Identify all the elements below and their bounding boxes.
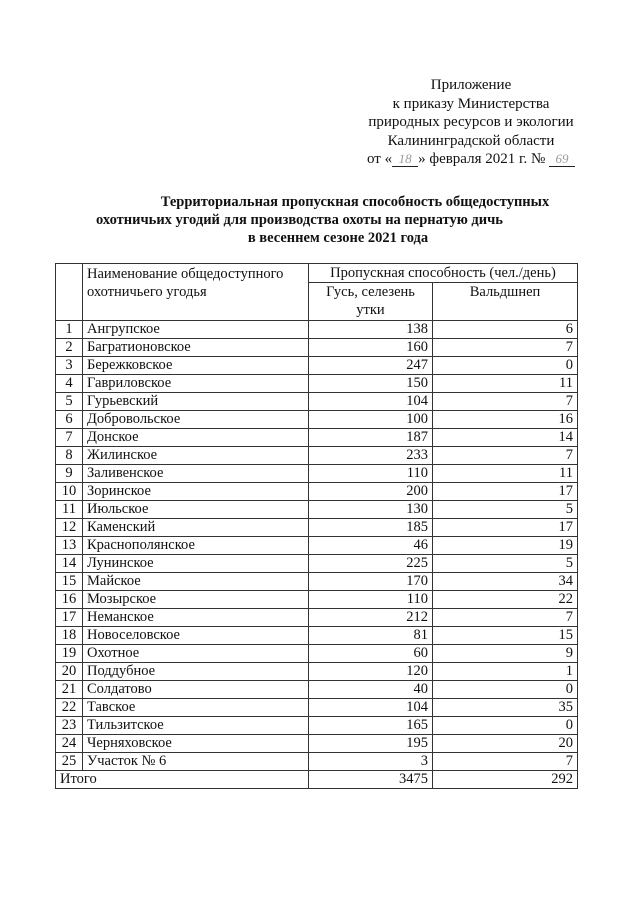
handwritten-day: 18 <box>392 152 418 167</box>
row-number: 4 <box>56 375 83 393</box>
title-line-1: Территориальная пропускная способность общедоступных <box>160 194 550 210</box>
row-goose: 170 <box>309 573 433 591</box>
appendix-region: Калининградской области <box>387 132 555 149</box>
total-label: Итого <box>56 771 309 789</box>
total-row <box>56 771 578 789</box>
row-name: Поддубное <box>83 663 309 681</box>
row-goose: 104 <box>309 699 433 717</box>
row-goose: 225 <box>309 555 433 573</box>
row-name: Новоселовское <box>83 627 309 645</box>
appendix-header <box>340 76 602 169</box>
row-goose: 212 <box>309 609 433 627</box>
row-name: Черняховское <box>83 735 309 753</box>
row-goose: 110 <box>309 591 433 609</box>
row-name: Зоринское <box>83 483 309 501</box>
table-row <box>56 429 578 447</box>
header-woodcock: Вальдшнеп <box>433 283 578 321</box>
row-name: Лунинское <box>83 555 309 573</box>
row-name: Донское <box>83 429 309 447</box>
table-row <box>56 411 578 429</box>
appendix-order-ref: к приказу Министерства <box>392 95 550 112</box>
handwritten-number: 69 <box>549 152 575 167</box>
row-woodcock: 6 <box>433 321 578 339</box>
row-number: 13 <box>56 537 83 555</box>
row-name: Багратионовское <box>83 339 309 357</box>
row-number: 1 <box>56 321 83 339</box>
header-goose-line1: Гусь, селезень <box>326 284 415 300</box>
date-prefix: от « <box>366 151 393 167</box>
header-capacity: Пропускная способность (чел./день) <box>309 264 578 283</box>
appendix-ministry: природных ресурсов и экологии <box>368 114 574 130</box>
row-name: Неманское <box>83 609 309 627</box>
row-number: 25 <box>56 753 83 771</box>
row-number: 9 <box>56 465 83 483</box>
row-number: 22 <box>56 699 83 717</box>
row-name: Каменский <box>83 519 309 537</box>
table-row <box>56 537 578 555</box>
row-goose: 138 <box>309 321 433 339</box>
row-woodcock: 7 <box>433 753 578 771</box>
row-number: 20 <box>56 663 83 681</box>
row-number: 23 <box>56 717 83 735</box>
table-row <box>56 645 578 663</box>
row-goose: 195 <box>309 735 433 753</box>
table-row <box>56 573 578 591</box>
row-number: 24 <box>56 735 83 753</box>
row-woodcock: 20 <box>433 735 578 753</box>
row-goose: 40 <box>309 681 433 699</box>
row-name: Тильзитское <box>83 717 309 735</box>
row-name: Бережковское <box>83 357 309 375</box>
header-name-line2: охотничьего угодья <box>87 284 207 300</box>
row-number: 14 <box>56 555 83 573</box>
row-number: 5 <box>56 393 83 411</box>
row-name: Краснополянское <box>83 537 309 555</box>
row-woodcock: 0 <box>433 357 578 375</box>
row-number: 12 <box>56 519 83 537</box>
row-woodcock: 5 <box>433 555 578 573</box>
table-row <box>56 519 578 537</box>
row-name: Добровольское <box>83 411 309 429</box>
total-woodcock: 292 <box>433 771 578 789</box>
table-row <box>56 555 578 573</box>
row-woodcock: 5 <box>433 501 578 519</box>
table-row <box>56 447 578 465</box>
row-number: 18 <box>56 627 83 645</box>
row-woodcock: 1 <box>433 663 578 681</box>
row-woodcock: 15 <box>433 627 578 645</box>
row-woodcock: 0 <box>433 717 578 735</box>
row-name: Майское <box>83 573 309 591</box>
row-name: Тавское <box>83 699 309 717</box>
table-row <box>56 663 578 681</box>
row-woodcock: 7 <box>433 339 578 357</box>
table-row <box>56 483 578 501</box>
header-row-1 <box>56 264 578 283</box>
row-woodcock: 14 <box>433 429 578 447</box>
row-name: Заливенское <box>83 465 309 483</box>
row-woodcock: 19 <box>433 537 578 555</box>
row-goose: 110 <box>309 465 433 483</box>
row-woodcock: 22 <box>433 591 578 609</box>
table-row <box>56 339 578 357</box>
row-goose: 200 <box>309 483 433 501</box>
table-row <box>56 393 578 411</box>
row-woodcock: 17 <box>433 519 578 537</box>
table-row <box>56 681 578 699</box>
row-goose: 120 <box>309 663 433 681</box>
row-number: 17 <box>56 609 83 627</box>
row-name: Гавриловское <box>83 375 309 393</box>
row-number: 2 <box>56 339 83 357</box>
table-row <box>56 375 578 393</box>
row-name: Июльское <box>83 501 309 519</box>
row-number: 11 <box>56 501 83 519</box>
row-goose: 185 <box>309 519 433 537</box>
table-row <box>56 717 578 735</box>
row-number: 19 <box>56 645 83 663</box>
row-goose: 3 <box>309 753 433 771</box>
table-row <box>56 699 578 717</box>
header-goose-line2: утки <box>356 302 385 318</box>
table-body <box>56 321 578 789</box>
row-woodcock: 17 <box>433 483 578 501</box>
row-goose: 81 <box>309 627 433 645</box>
row-name: Ангрупское <box>83 321 309 339</box>
table-row <box>56 357 578 375</box>
row-goose: 160 <box>309 339 433 357</box>
row-woodcock: 35 <box>433 699 578 717</box>
row-goose: 165 <box>309 717 433 735</box>
document-title <box>96 193 570 247</box>
title-line-2: охотничьих угодий для производства охоты на пернатую дичь <box>96 212 503 228</box>
row-goose: 60 <box>309 645 433 663</box>
table-row <box>56 753 578 771</box>
table-row <box>56 591 578 609</box>
table-row <box>56 627 578 645</box>
row-name: Гурьевский <box>83 393 309 411</box>
row-number: 6 <box>56 411 83 429</box>
row-goose: 46 <box>309 537 433 555</box>
row-name: Охотное <box>83 645 309 663</box>
row-number: 15 <box>56 573 83 591</box>
row-woodcock: 9 <box>433 645 578 663</box>
row-goose: 100 <box>309 411 433 429</box>
row-number: 8 <box>56 447 83 465</box>
appendix-date-line <box>340 150 602 169</box>
row-goose: 187 <box>309 429 433 447</box>
row-name: Участок № 6 <box>83 753 309 771</box>
header-name <box>83 264 309 321</box>
appendix-label: Приложение <box>430 77 512 93</box>
row-goose: 247 <box>309 357 433 375</box>
row-number: 7 <box>56 429 83 447</box>
row-number: 10 <box>56 483 83 501</box>
row-goose: 130 <box>309 501 433 519</box>
row-number: 3 <box>56 357 83 375</box>
row-woodcock: 34 <box>433 573 578 591</box>
date-suffix: » февраля 2021 г. № <box>418 151 546 167</box>
table-row <box>56 609 578 627</box>
row-name: Жилинское <box>83 447 309 465</box>
row-name: Мозырское <box>83 591 309 609</box>
table-row <box>56 465 578 483</box>
row-woodcock: 7 <box>433 609 578 627</box>
row-goose: 104 <box>309 393 433 411</box>
table-row <box>56 501 578 519</box>
table-row <box>56 735 578 753</box>
header-name-line1: Наименование общедоступного <box>87 266 284 282</box>
row-woodcock: 7 <box>433 393 578 411</box>
row-goose: 150 <box>309 375 433 393</box>
row-woodcock: 7 <box>433 447 578 465</box>
total-goose: 3475 <box>309 771 433 789</box>
row-woodcock: 11 <box>433 465 578 483</box>
table-row <box>56 321 578 339</box>
row-woodcock: 0 <box>433 681 578 699</box>
header-goose <box>309 283 433 321</box>
row-goose: 233 <box>309 447 433 465</box>
capacity-table <box>55 263 578 789</box>
row-woodcock: 16 <box>433 411 578 429</box>
row-name: Солдатово <box>83 681 309 699</box>
row-number: 21 <box>56 681 83 699</box>
header-number <box>56 264 83 321</box>
row-woodcock: 11 <box>433 375 578 393</box>
title-line-3: в весеннем сезоне 2021 года <box>247 230 429 246</box>
row-number: 16 <box>56 591 83 609</box>
